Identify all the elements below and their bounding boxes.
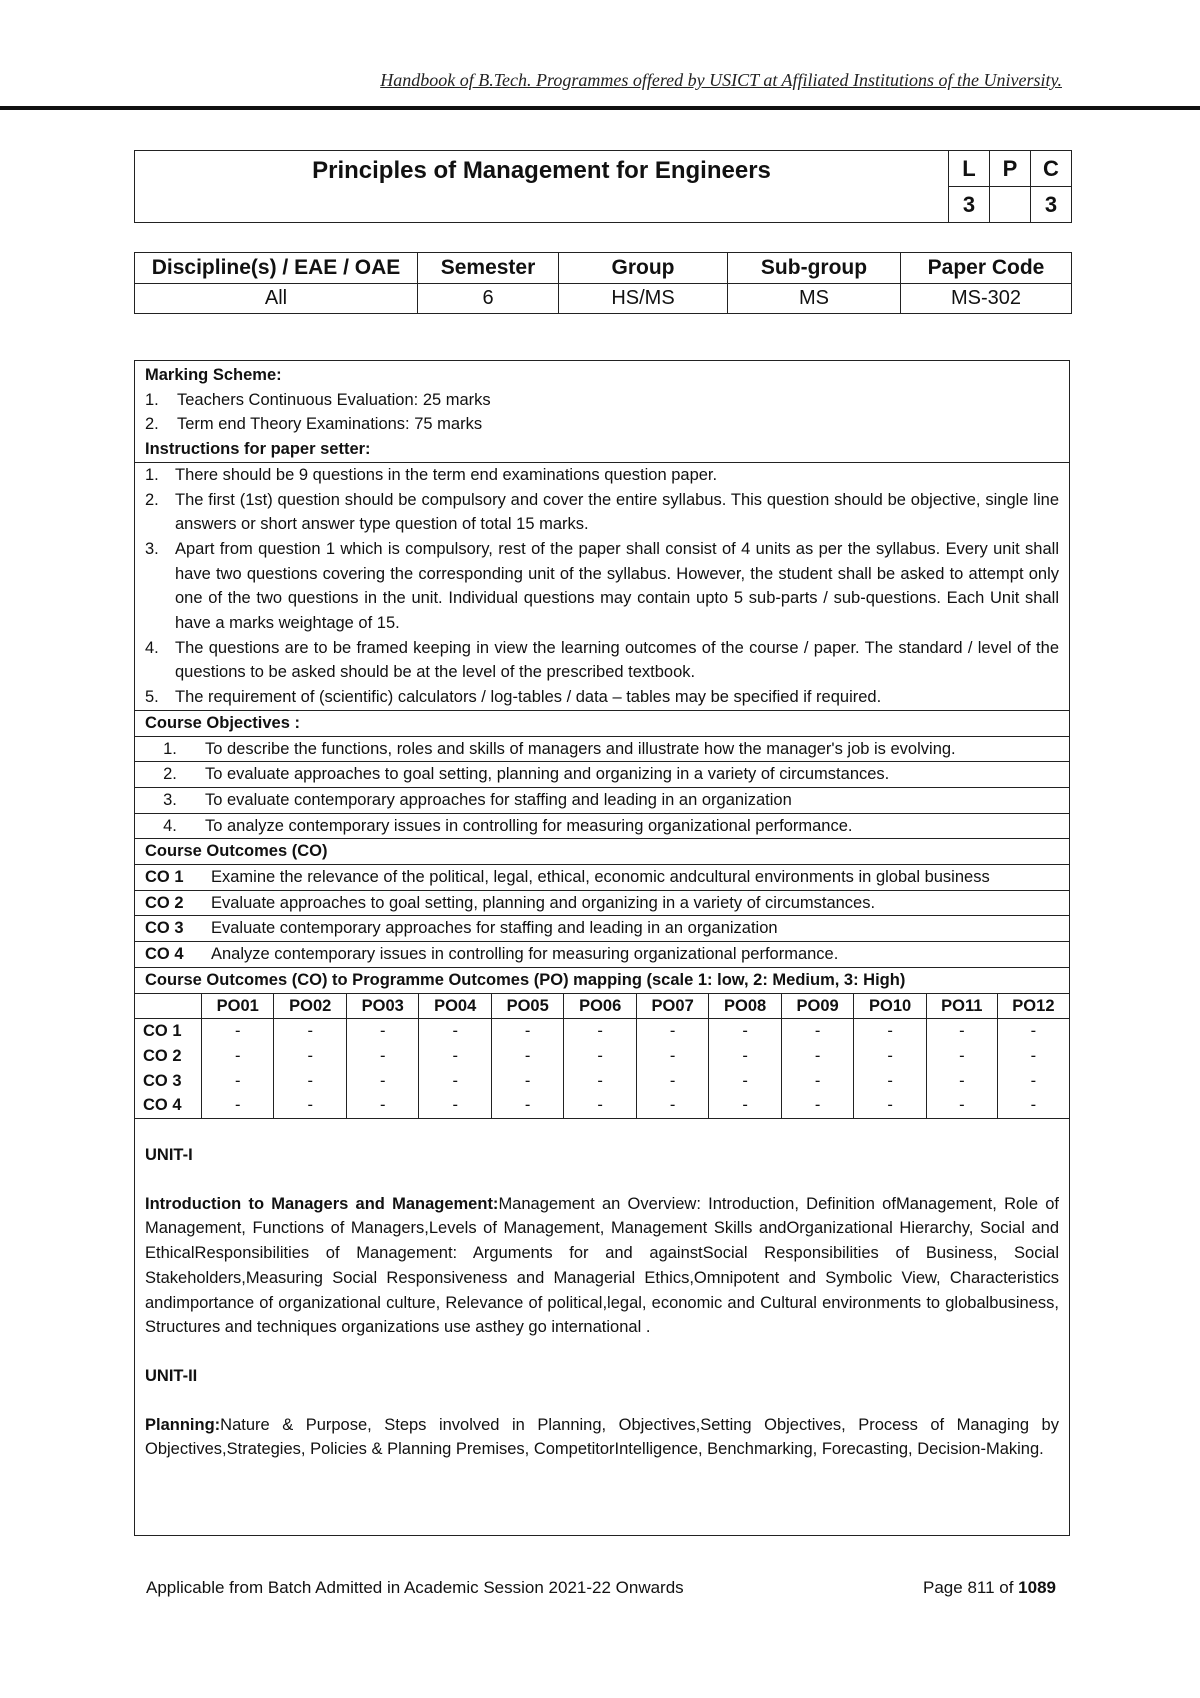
unit-1-body: Management an Overview: Introduction, Definition ofManagement, Role of Management, Functions of Managers,Levels of Management, Management Skills andOrganizational Hierarchy, Social and EthicalResponsibilities of Management: Arguments for and againstSocial Responsibilities of Business, Social Stakeholders,Measuring Social Responsiveness and Managerial Ethics,Omnipotent and Symbolic View, Characteristics andimportance of organizational culture, Relevance of political,legal, economic and Cultural environments to globalbusiness, Structures and techniques organizations use asthey go international . (145, 1194, 1059, 1337)
mapping-cell: - (491, 1093, 563, 1118)
mapping-column-header: PO07 (636, 994, 708, 1019)
mapping-cell: - (781, 1044, 853, 1069)
footer-page-number: Page 811 of 1089 (923, 1578, 1056, 1597)
mapping-cell: - (854, 1044, 926, 1069)
mapping-cell: - (926, 1093, 997, 1118)
mapping-column-header: PO06 (564, 994, 636, 1019)
info-header-semester: Semester (418, 253, 559, 284)
mapping-cell: - (636, 1069, 708, 1094)
mapping-cell: - (202, 1019, 274, 1044)
instruction-item: 4. The questions are to be framed keeping in view the learning outcomes of the course / paper. The standard / level of the questions to be asked should be at the level of the prescribed textbook. (145, 638, 1059, 682)
instruction-item: 5. The requirement of (scientific) calculators / log-tables / data – tables may be specified if required. (145, 688, 882, 707)
mapping-cell: - (997, 1044, 1069, 1069)
mapping-cell: - (781, 1093, 853, 1118)
mapping-row (135, 1069, 1069, 1094)
info-subgroup: MS (728, 284, 901, 314)
mapping-cell: - (202, 1069, 274, 1094)
mapping-row-label: CO 2 (135, 1044, 202, 1069)
mapping-cell: - (491, 1044, 563, 1069)
lpc-value-l: 3 (949, 187, 990, 223)
mapping-column-header: PO12 (997, 994, 1069, 1019)
info-discipline: All (135, 284, 418, 314)
mapping-cell: - (274, 1093, 346, 1118)
mapping-row (135, 1019, 1069, 1044)
header-rule (0, 106, 1200, 110)
lpc-header-c: C (1031, 151, 1072, 187)
mapping-cell: - (202, 1044, 274, 1069)
marking-scheme (135, 361, 1069, 437)
mapping-corner-cell (135, 994, 202, 1019)
instructions-list (135, 463, 1069, 711)
unit-2-body: Nature & Purpose, Steps involved in Planning, Objectives,Setting Objectives, Process of Managing by Objectives,Strategies, Policies & Planning Premises, CompetitorIntelligence, Benchmarking, Forecasting, Decision-Making. (145, 1415, 1059, 1459)
outcomes-heading: Course Outcomes (CO) (135, 839, 1069, 865)
mapping-cell: - (419, 1069, 491, 1094)
mapping-cell: - (346, 1019, 418, 1044)
mapping-cell: - (854, 1019, 926, 1044)
marking-item: 1. Teachers Continuous Evaluation: 25 marks (145, 390, 491, 409)
mapping-cell: - (274, 1044, 346, 1069)
info-header-paper-code: Paper Code (901, 253, 1072, 284)
mapping-cell: - (709, 1044, 781, 1069)
outcome-item: CO 1 Examine the relevance of the political, legal, ethical, economic andcultural environments in global business (135, 865, 1069, 891)
mapping-cell: - (419, 1019, 491, 1044)
objective-item: 3. To evaluate contemporary approaches for staffing and leading in an organization (135, 788, 1069, 814)
marking-heading: Marking Scheme: (145, 366, 282, 384)
lpc-value-c: 3 (1031, 187, 1072, 223)
mapping-cell: - (926, 1019, 997, 1044)
lpc-header-p: P (990, 151, 1031, 187)
objectives-heading: Course Objectives : (135, 711, 1069, 737)
mapping-column-header: PO04 (419, 994, 491, 1019)
mapping-column-header: PO09 (781, 994, 853, 1019)
mapping-cell: - (709, 1093, 781, 1118)
footer-applicable: Applicable from Batch Admitted in Academic Session 2021-22 Onwards (146, 1578, 684, 1597)
mapping-cell: - (491, 1019, 563, 1044)
mapping-cell: - (419, 1093, 491, 1118)
mapping-cell: - (346, 1044, 418, 1069)
unit-2-content (135, 1413, 1069, 1462)
co-po-mapping-table (135, 994, 1069, 1120)
mapping-cell: - (636, 1044, 708, 1069)
mapping-cell: - (346, 1093, 418, 1118)
syllabus-box (134, 360, 1070, 1536)
instructions-heading: Instructions for paper setter: (135, 437, 1069, 463)
mapping-row (135, 1093, 1069, 1118)
instruction-item: 1. There should be 9 questions in the term end examinations question paper. (145, 465, 718, 484)
mapping-cell: - (854, 1093, 926, 1118)
instruction-item: 3. Apart from question 1 which is compulsory, rest of the paper shall consist of 4 units as per the syllabus. Every unit shall have two questions covering the corresponding unit of the syllabus. However, the student shall be asked to attempt only one of the two questions in the unit. Individual questions may contain upto 5 sub-parts / sub-questions. Each Unit shall have a marks weightage of 15. (145, 539, 1059, 633)
mapping-column-header: PO03 (346, 994, 418, 1019)
mapping-cell: - (997, 1069, 1069, 1094)
mapping-cell: - (926, 1044, 997, 1069)
unit-1-content (135, 1192, 1069, 1340)
mapping-column-header: PO10 (854, 994, 926, 1019)
course-title-table (134, 150, 1072, 223)
mapping-row-label: CO 1 (135, 1019, 202, 1044)
lpc-value-p (990, 187, 1031, 223)
mapping-column-header: PO05 (491, 994, 563, 1019)
mapping-cell: - (781, 1069, 853, 1094)
mapping-cell: - (709, 1019, 781, 1044)
running-header: Handbook of B.Tech. Programmes offered by USICT at Affiliated Institutions of the University. (380, 70, 1062, 90)
unit-1-title: UNIT-I (145, 1146, 193, 1165)
info-header-group: Group (559, 253, 728, 284)
outcome-item: CO 3 Evaluate contemporary approaches for staffing and leading in an organization (135, 916, 1069, 942)
course-info-table (134, 252, 1072, 314)
mapping-cell: - (564, 1044, 636, 1069)
mapping-column-header: PO02 (274, 994, 346, 1019)
mapping-cell: - (564, 1019, 636, 1044)
mapping-cell: - (346, 1069, 418, 1094)
mapping-body (135, 1019, 1069, 1119)
mapping-cell: - (926, 1069, 997, 1094)
mapping-row-label: CO 4 (135, 1093, 202, 1118)
course-title: Principles of Management for Engineers (135, 151, 949, 223)
outcome-item: CO 4 Analyze contemporary issues in controlling for measuring organizational performance. (135, 942, 1069, 968)
mapping-cell: - (636, 1093, 708, 1118)
info-group: HS/MS (559, 284, 728, 314)
mapping-heading: Course Outcomes (CO) to Programme Outcomes (PO) mapping (scale 1: low, 2: Medium, 3: High) (135, 968, 1069, 994)
objective-item: 2. To evaluate approaches to goal setting, planning and organizing in a variety of circumstances. (135, 762, 1069, 788)
mapping-row (135, 1044, 1069, 1069)
outcome-item: CO 2 Evaluate approaches to goal setting, planning and organizing in a variety of circumstances. (135, 891, 1069, 917)
objective-item: 1. To describe the functions, roles and skills of managers and illustrate how the manager's job is evolving. (135, 737, 1069, 763)
marking-item: 2. Term end Theory Examinations: 75 marks (145, 415, 483, 434)
mapping-cell: - (781, 1019, 853, 1044)
mapping-cell: - (419, 1044, 491, 1069)
lpc-header-l: L (949, 151, 990, 187)
mapping-cell: - (274, 1019, 346, 1044)
mapping-column-header: PO11 (926, 994, 997, 1019)
mapping-cell: - (491, 1069, 563, 1094)
mapping-cell: - (854, 1069, 926, 1094)
info-paper-code: MS-302 (901, 284, 1072, 314)
mapping-row-label: CO 3 (135, 1069, 202, 1094)
info-semester: 6 (418, 284, 559, 314)
info-header-subgroup: Sub-group (728, 253, 901, 284)
mapping-cell: - (636, 1019, 708, 1044)
mapping-cell: - (709, 1069, 781, 1094)
unit-1-lead: Introduction to Managers and Management: (145, 1194, 499, 1213)
mapping-cell: - (202, 1093, 274, 1118)
mapping-cell: - (997, 1093, 1069, 1118)
mapping-cell: - (564, 1069, 636, 1094)
unit-2-title: UNIT-II (145, 1366, 198, 1385)
info-header-discipline: Discipline(s) / EAE / OAE (135, 253, 418, 284)
instruction-item: 2. The first (1st) question should be compulsory and cover the entire syllabus. This question should be objective, single line answers or short answer type question of total 15 marks. (145, 490, 1059, 534)
mapping-header-row (135, 994, 1069, 1019)
unit-2-lead: Planning: (145, 1415, 221, 1434)
mapping-cell: - (997, 1019, 1069, 1044)
mapping-cell: - (564, 1093, 636, 1118)
mapping-cell: - (274, 1069, 346, 1094)
mapping-column-header: PO08 (709, 994, 781, 1019)
mapping-column-header: PO01 (202, 994, 274, 1019)
objective-item: 4. To analyze contemporary issues in controlling for measuring organizational performance. (135, 814, 1069, 840)
